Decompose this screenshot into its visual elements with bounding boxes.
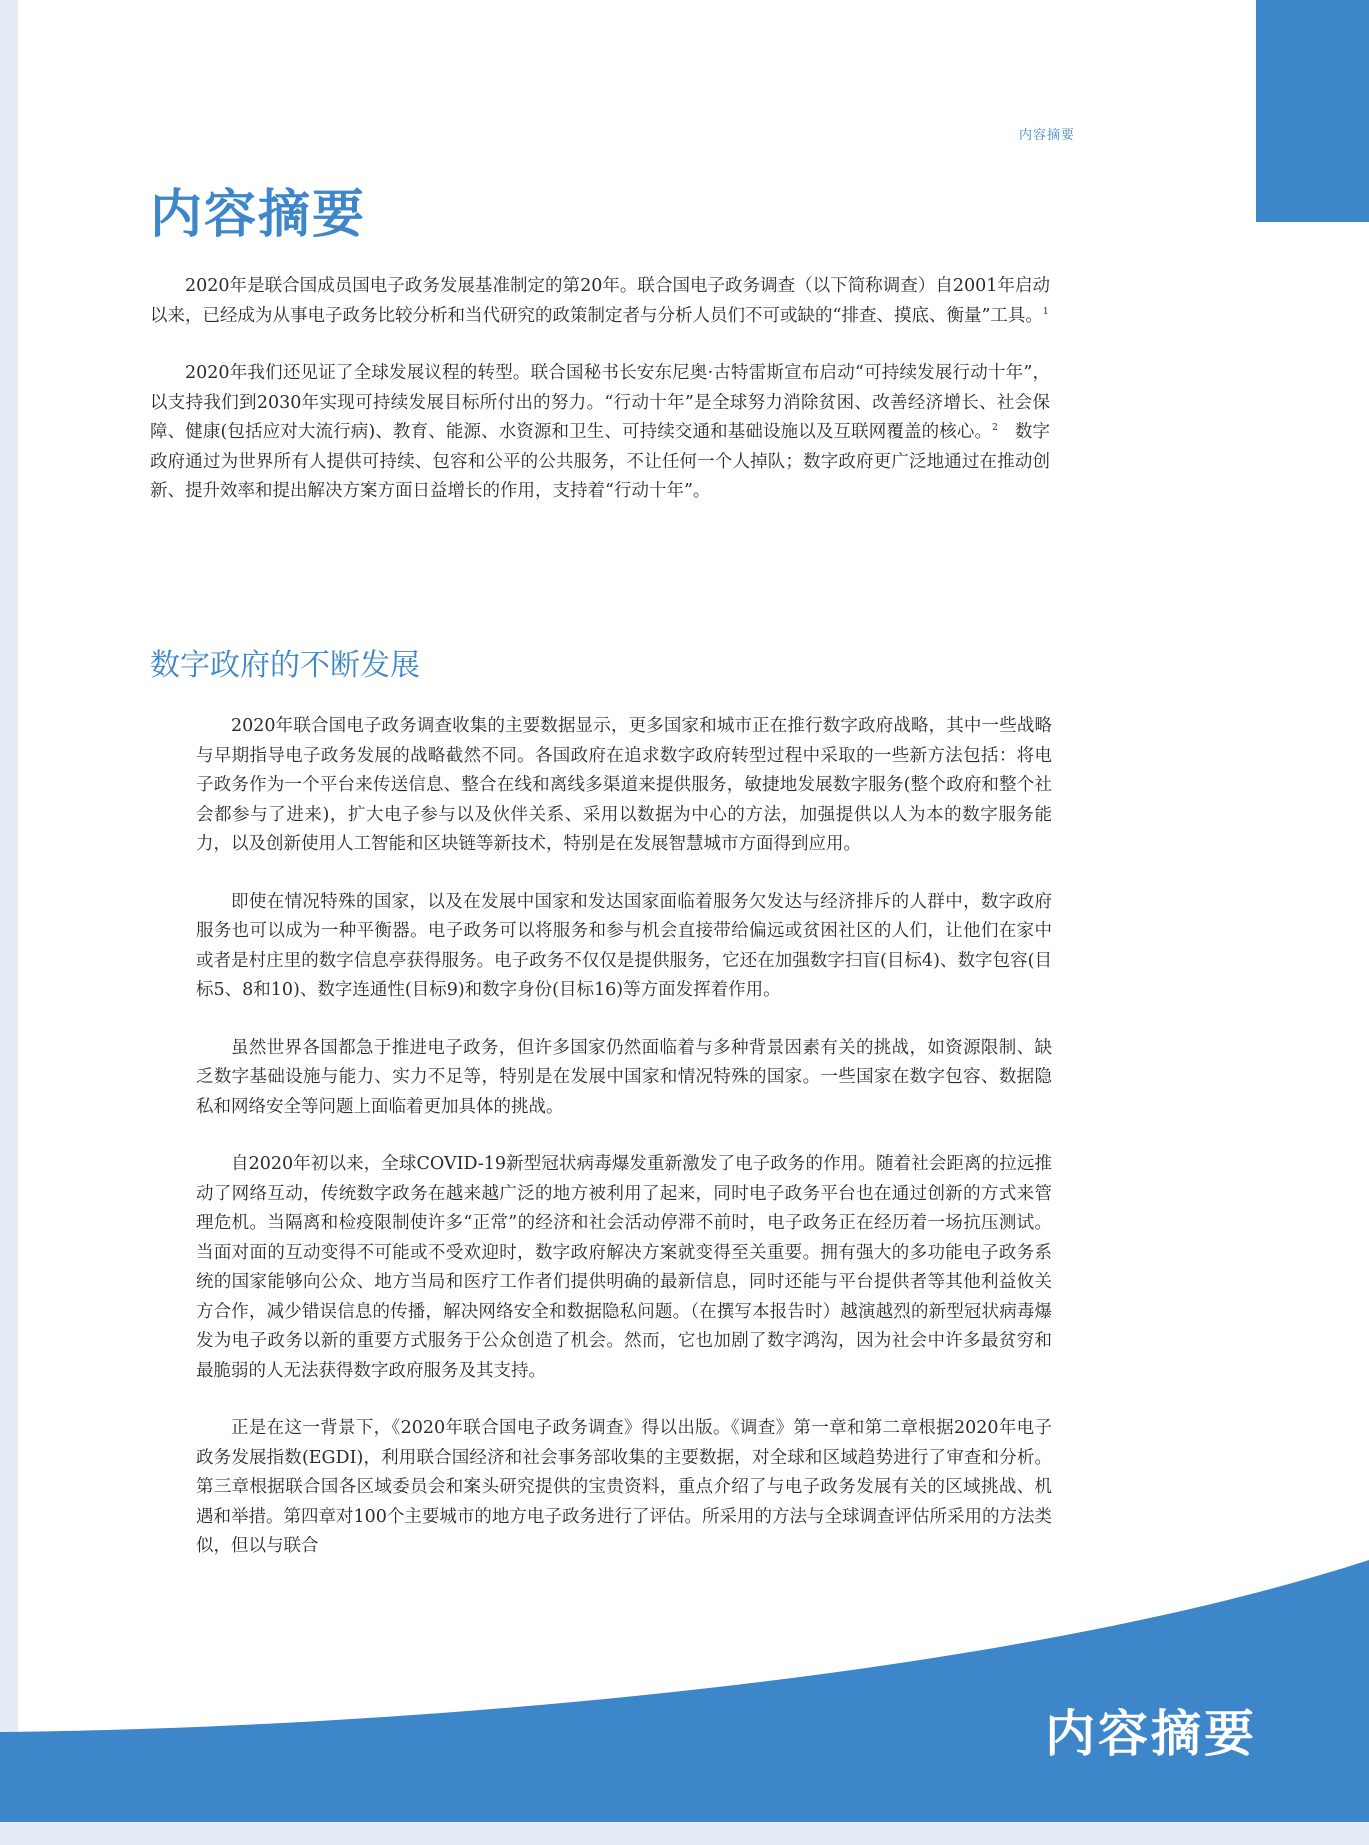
intro-paragraph-1-text: 2020年是联合国成员国电子政务发展基准制定的第20年。联合国电子政务调查（以下简称调查）自2001年启动以来，已经成为从事电子政务比较分析和当代研究的政策制定者与分析人员们不可或缺的“排查、摸底、衡量”工具。 bbox=[150, 276, 1050, 326]
section-paragraph-5: 正是在这一背景下，《2020年联合国电子政务调查》得以出版。《调查》第一章和第二章根据2020年电子政务发展指数(EGDI)，利用联合国经济和社会事务部收集的主要数据，对全球和区域趋势进行了审查和分析。第三章根据联合国各区域委员会和案头研究提供的宝贵资料，重点介绍了与电子政务发展有关的区域挑战、机遇和举措。第四章对100个主要城市的地方电子政务进行了评估。所采用的方法与全球调查评估所采用的方法类似，但以与联合 bbox=[196, 1418, 1052, 1556]
intro-section bbox=[150, 272, 1050, 535]
running-header: 内容摘要 bbox=[1018, 128, 1075, 143]
footnote-ref-1[interactable]: 1 bbox=[1042, 306, 1049, 317]
intro-paragraph-2-text-b: 数字政府通过为世界所有人提供可持续、包容和公平的公共服务，不让任何一个人掉队；数字政府更广泛地通过在推动创新、提升效率和提出解决方案方面日益增长的作用，支持着“行动十年”。 bbox=[150, 422, 1050, 501]
intro-paragraph-1 bbox=[150, 272, 1050, 331]
intro-paragraph-2-text-a: 2020年我们还见证了全球发展议程的转型。联合国秘书长安东尼奥·古特雷斯宣布启动“可持续发展行动十年”，以支持我们到2030年实现可持续发展目标所付出的努力。“行动十年”是全球努力消除贫困、改善经济增长、社会保障、健康(包括应对大流行病)、教育、能源、水资源和卫生、可持续交通和基础设施以及互联网覆盖的核心。 bbox=[150, 363, 1050, 442]
footnote-ref-2[interactable]: 2 bbox=[992, 423, 998, 434]
section-paragraph-3: 虽然世界各国都急于推进电子政务，但许多国家仍然面临着与多种背景因素有关的挑战，如资源限制、缺乏数字基础设施与能力、实力不足等，特别是在发展中国家和情况特殊的国家。一些国家在数字包容、数据隐私和网络安全等问题上面临着更加具体的挑战。 bbox=[196, 1037, 1052, 1117]
section-paragraph-4: 自2020年初以来，全球COVID-19新型冠状病毒爆发重新激发了电子政务的作用。随着社会距离的拉远推动了网络互动，传统数字政务在越来越广泛的地方被利用了起来，同时电子政务平台也在通过创新的方式来管理危机。当隔离和检疫限制使许多“正常”的经济和社会活动停滞不前时，电子政务正在经历着一场抗压测试。当面对面的互动变得不可能或不受欢迎时，数字政府解决方案就变得至关重要。拥有强大的多功能电子政务系统的国家能够向公众、地方当局和医疗工作者们提供明确的最新信息，同时还能与平台提供者等其他利益攸关方合作，减少错误信息的传播，解决网络安全和数据隐私问题。（在撰写本报告时）越演越烈的新型冠状病毒爆发为电子政务以新的重要方式服务于公众创造了机会。然而，它也加剧了数字鸿沟，因为社会中许多最贫穷和最脆弱的人无法获得数字政府服务及其支持。 bbox=[196, 1154, 1052, 1381]
page-title: 内容摘要 bbox=[150, 185, 367, 245]
corner-color-block bbox=[1256, 0, 1369, 222]
section-paragraph-2: 即使在情况特殊的国家，以及在发展中国家和发达国家面临着服务欠发达与经济排斥的人群中，数字政府服务也可以成为一种平衡器。电子政务可以将服务和参与机会直接带给偏远或贫困社区的人们，让他们在家中或者是村庄里的数字信息亭获得服务。电子政务不仅仅是提供服务，它还在加强数字扫盲(目标4)、数字包容(目标5、8和10)、数字连通性(目标9)和数字身份(目标16)等方面发挥着作用。 bbox=[196, 891, 1052, 1000]
section-body bbox=[196, 712, 1052, 1590]
footer-title: 内容摘要 bbox=[1045, 1705, 1257, 1763]
section-paragraph-1: 2020年联合国电子政务调查收集的主要数据显示，更多国家和城市正在推行数字政府战略，其中一些战略与早期指导电子政务发展的战略截然不同。各国政府在追求数字政府转型过程中采取的一些新方法包括：将电子政务作为一个平台来传送信息、整合在线和离线多渠道来提供服务，敏捷地发展数字服务(整个政府和整个社会都参与了进来)，扩大电子参与以及伙伴关系、采用以数据为中心的方法，加强提供以人为本的数字服务能力，以及创新使用人工智能和区块链等新技术，特别是在发展智慧城市方面得到应用。 bbox=[196, 716, 1052, 854]
section-title: 数字政府的不断发展 bbox=[150, 648, 420, 683]
intro-paragraph-2 bbox=[150, 359, 1050, 507]
